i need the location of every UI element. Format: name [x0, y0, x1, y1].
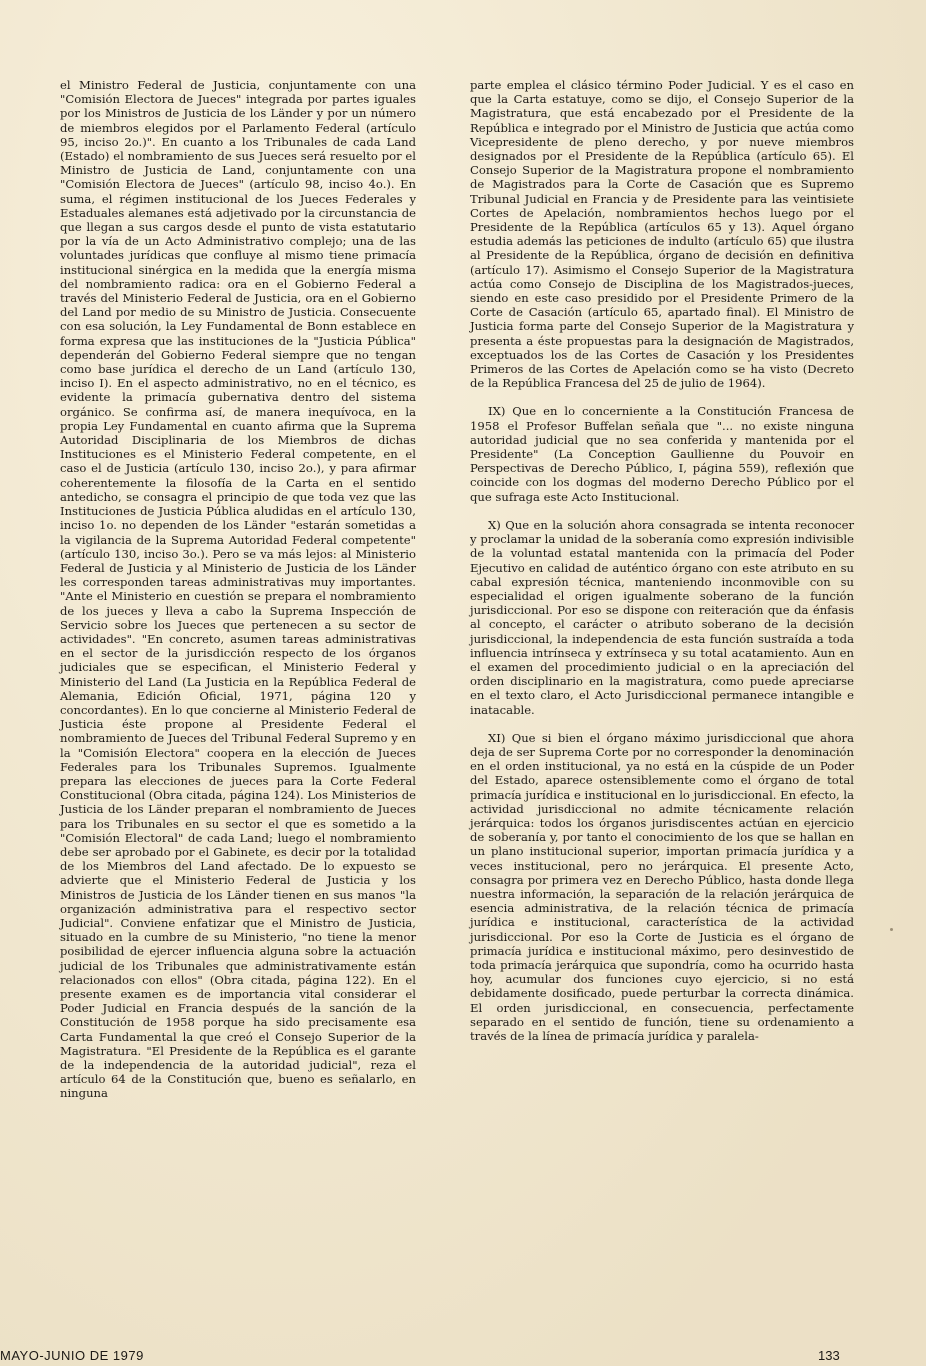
right-column-paragraph-1: parte emplea el clásico término Poder Judicial. Y es el caso en que la Carta estatuye, como se dijo, el Consejo Superior de la Magistratura, que está encabezado por el Presidente de la República e integrado por el Ministro de Justicia que actúa como Vicepresidente de pleno derecho, y por nueve miembros designados por el Presidente de la República (artículo 65). El Consejo Superior de la Magistratura propone el nombramiento de Magistrados para la Corte de Casación que es Supremo Tribunal Judicial en Francia y de Presidente para las veintisiete Cortes de Apelación, nombramientos hechos luego por el Presidente de la República (artículos 65 y 13). Aquel órgano estudia además las peticiones de indulto (artículo 65) que ilustra al Presidente de la República, órgano de decisión en definitiva (artículo 17). Asimismo el Consejo Superior de la Magistratura actúa como Consejo de Disciplina de los Magistrados-jueces, siendo en este caso presidido por el Presidente Primero de la Corte de Casación (artículo 65, apartado final). El Ministro de Justicia forma parte del Consejo Superior de la Magistratura y presenta a éste propuestas para la designación de Magistrados, exceptuados los de las Cortes de Casación y los Presidentes Primeros de las Cortes de Apelación como se ha visto (Decreto de la República Francesa del 25 de julio de 1964).	[470, 78, 854, 391]
footer-page-number: 133	[818, 1348, 840, 1363]
left-column-paragraph: el Ministro Federal de Justicia, conjuntamente con una "Comisión Electora de Jueces" integrada por partes iguales por los Ministros de Justicia de los Länder y por un número de miembros elegidos por el Parlamento Federal (artículo 95, inciso 2o.)". En cuanto a los Tribunales de cada Land (Estado) el nombramiento de sus Jueces será resuelto por el Ministro de Justicia de Land, conjuntamente con una "Comisión Electora de Jueces" (artículo 98, inciso 4o.). En suma, el régimen institucional de los Jueces Federales y Estaduales alemanes está adjetivado por la circunstancia de que llegan a sus cargos desde el punto de vista estatutario por la vía de un Acto Administrativo complejo; una de las voluntades jurídicas que confluye al mismo tiene primacía institucional sinérgica en la medida que la energía misma del nombramiento radica: ora en el Gobierno Federal a través del Ministerio Federal de Justicia, ora en el Gobierno del Land por medio de su Ministro de Justicia. Consecuente con esa solución, la Ley Fundamental de Bonn establece en forma expresa que las instituciones de la "Justicia Pública" dependerán del Gobierno Federal siempre que no tengan como base jurídica el derecho de un Land (artículo 130, inciso I). En el aspecto administrativo, no en el técnico, es evidente la primacía gubernativa dentro del sistema orgánico. Se confirma así, de manera inequívoca, en la propia Ley Fundamental en cuanto afirma que la Suprema Autoridad Disciplinaria de los Miembros de dichas Instituciones es el Ministerio Federal competente, en el caso el de Justicia (artículo 130, inciso 2o.), y para afirmar coherentemente la filosofía de la Carta en el sentido antedicho, se consagra el principio de que toda vez que las Instituciones de Justicia Pública aludidas en el artículo 130, inciso 1o. no dependen de los Länder "estarán sometidas a la vigilancia de la Suprema Autoridad Federal competente" (artículo 130, inciso 3o.). Pero se va más lejos: al Ministerio Federal de Justicia y al Ministerio de Justicia de los Länder les corresponden tareas administrativas muy importantes. "Ante el Ministerio en cuestión se prepara el nombramiento de los jueces y lleva a cabo la Suprema Inspección de Servicio sobre los Jueces que pertenecen a su sector de actividades". "En concreto, asumen tareas administrativas en el sector de la jurisdicción respecto de los órganos judiciales que se especifican, el Ministerio Federal y Ministerio del Land (La Justicia en la República Federal de Alemania, Edición Oficial, 1971, página 120 y concordantes). En lo que concierne al Ministerio Federal de Justicia éste propone al Presidente Federal el nombramiento de Jueces del Tribunal Federal Supremo y en la "Comisión Electora" coopera en la elección de Jueces Federales para los Tribunales Supremos. Igualmente prepara las elecciones de jueces para la Corte Federal Constitucional (Obra citada, página 124). Los Ministerios de Justicia de los Länder preparan el nombramiento de Jueces para los Tribunales en su sector el que es sometido a la "Comisión Electoral" de cada Land; luego el nombramiento debe ser aprobado por el Gabinete, es decir por la totalidad de los Miembros del Land afectado. De lo expuesto se advierte que el Ministerio Federal de Justicia y los Ministros de Justicia de los Länder tienen en sus manos "la organización administrativa para el respectivo sector Judicial". Conviene enfatizar que el Ministro de Justicia, situado en la cumbre de su Ministerio, "no tiene la menor posibilidad de ejercer influencia alguna sobre la actuación judicial de los Tribunales que administrativamente están relacionados con ellos" (Obra citada, página 122). En el presente examen es de importancia vital considerar el Poder Judicial en Francia después de la sanción de la Constitución de 1958 porque ha sido precisamente esa Carta Fundamental la que creó el Consejo Superior de la Magistratura. "El Presidente de la República es el garante de la independencia de la autoridad judicial", reza el artículo 64 de la Constitución que, bueno es señalarlo, en ninguna	[60, 78, 417, 1101]
left-column	[60, 78, 416, 1101]
paper-speck	[890, 928, 893, 931]
section-xi-paragraph: XI) Que si bien el órgano máximo jurisdiccional que ahora deja de ser Suprema Corte por no corresponder la denominación en el orden institucional, ya no está en la cúspide de un Poder del Estado, aparece ostensiblemente como el órgano de total primacía jurídica e institucional en lo jurisdiccional. En efecto, la actividad jurisdiccional no admite técnicamente relación jerárquica: todos los órganos jurisdiscentes actúan en ejercicio de soberanía y, por tanto el conocimiento de los que se hallan en un plano institucional superior, importan primacía jurídica y a veces institucional, pero no jerárquica. El presente Acto, consagra por primera vez en Derecho Público, hasta donde llega nuestra información, la separación de la relación jerárquica de esencia administrativa, de la relación técnica de primacía jurídica e institucional, característica de la actividad jurisdiccional. Por eso la Corte de Justicia es el órgano de primacía jurídica e institucional máximo, pero desinvestido de toda primacía jerárquica que supondría, como ha ocurrido hasta hoy, acumular dos funciones cuyo ejercicio, si no está debidamente dosificado, puede perturbar la correcta dinámica. El orden jurisdiccional, en consecuencia, perfectamente separado en el sentido de función, tiene su ordenamiento a través de la línea de primacía jurídica y paralela-	[470, 730, 854, 1043]
right-column	[470, 78, 854, 1043]
section-x-paragraph: X) Que en la solución ahora consagrada se intenta reconocer y proclamar la unidad de la soberanía como expresión indivisible de la voluntad estatal mantenida con la primacía del Poder Ejecutivo en calidad de auténtico órgano con este atributo en su cabal expresión técnica, manteniendo inconmovible con su especialidad el origen igualmente soberano de la función jurisdiccional. Por eso se dispone con reiteración que da énfasis al concepto, el carácter o atributo soberano de la decisión jurisdiccional, la independencia de esta función sustraída a toda influencia intrínseca y extrínseca y su total acatamiento. Aun en el examen del procedimiento judicial o en la apreciación del orden disciplinario en la magistratura, como puede apreciarse en el texto claro, el Acto Jurisdiccional permanece intangible e inatacable.	[470, 517, 854, 717]
section-ix-paragraph: IX) Que en lo concerniente a la Constitución Francesa de 1958 el Profesor Buffelan señala que "... no existe ninguna autoridad judicial que no sea conferida y mantenida por el Presidente" (La Conception Gaullienne du Pouvoir en Perspectivas de Derecho Público, I, página 559), reflexión que coincide con los dogmas del moderno Derecho Público por el que sufraga este Acto Institucional.	[470, 404, 854, 504]
footer-issue-date: MAYO-JUNIO DE 1979	[0, 1348, 144, 1363]
